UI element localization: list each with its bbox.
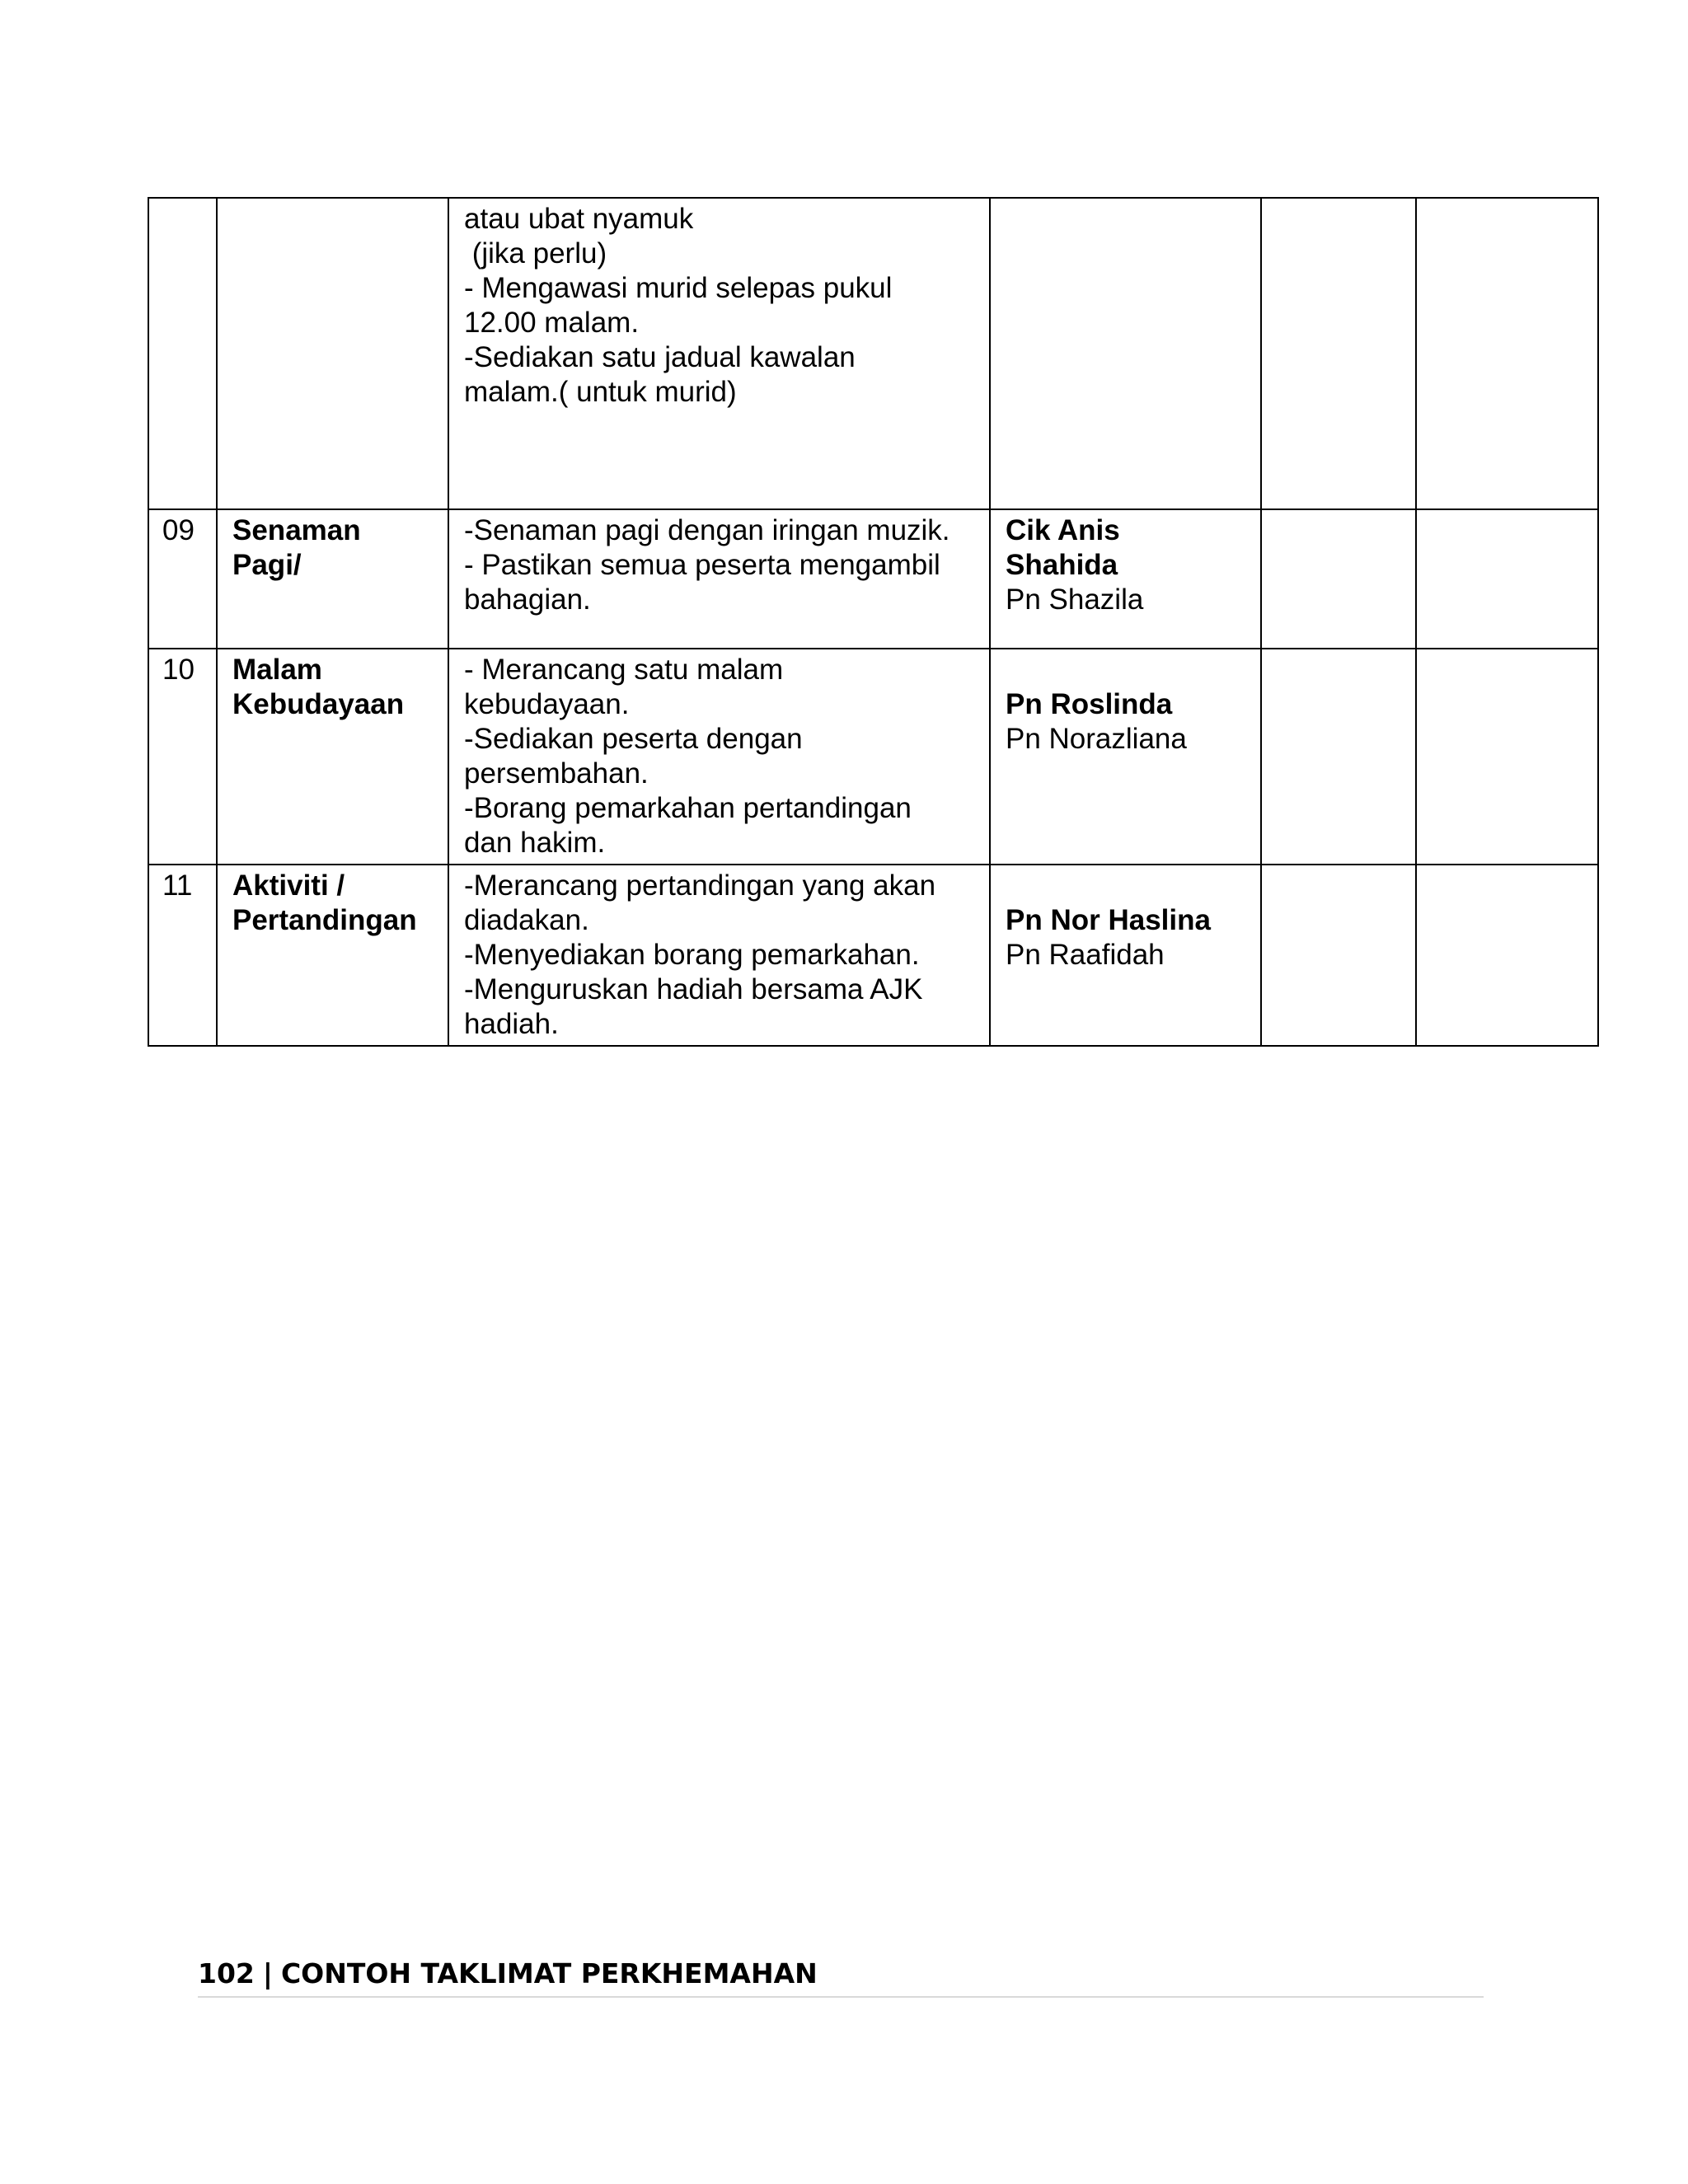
task-line: -Borang pemarkahan pertandingan: [464, 792, 912, 824]
row-number-cell: 10: [148, 649, 217, 865]
activity-cell: [217, 509, 448, 649]
task-line: 12.00 malam.: [464, 307, 640, 339]
activity-title: Pagi/: [232, 549, 302, 581]
task-line: bahagian.: [464, 583, 591, 616]
task-line: -Sediakan peserta dengan: [464, 723, 803, 755]
persons-cell: [990, 865, 1261, 1046]
table-row: [148, 865, 1598, 1046]
table-row: [148, 649, 1598, 865]
persons-cell: [990, 649, 1261, 865]
activity-title: Senaman: [232, 514, 361, 546]
activity-title: Kebudayaan: [232, 688, 405, 720]
activity-title: Pertandingan: [232, 904, 417, 936]
document-title: CONTOH TAKLIMAT PERKHEMAHAN: [280, 1957, 818, 1990]
task-line: diadakan.: [464, 904, 589, 936]
empty-cell: [1416, 649, 1598, 865]
activity-title: Aktiviti /: [232, 869, 345, 902]
person-name: Pn Roslinda: [1006, 688, 1173, 720]
tasks-cell: [448, 649, 990, 865]
task-line: (jika perlu): [464, 237, 607, 269]
row-number-cell: 11: [148, 865, 217, 1046]
person-name: Cik Anis: [1006, 514, 1120, 546]
empty-cell: [1261, 649, 1416, 865]
task-line: -Sediakan satu jadual kawalan: [464, 341, 856, 373]
task-line: -Merancang pertandingan yang akan: [464, 869, 936, 902]
empty-cell: [1261, 865, 1416, 1046]
task-line: kebudayaan.: [464, 688, 630, 720]
person-name: Pn Nor Haslina: [1006, 904, 1211, 936]
persons-cell: [990, 509, 1261, 649]
activity-title: Malam: [232, 654, 322, 686]
empty-cell: [1416, 198, 1598, 509]
empty-cell: [1261, 509, 1416, 649]
footer-separator: |: [262, 1957, 273, 1990]
task-line: -Senaman pagi dengan iringan muzik.: [464, 514, 950, 546]
page-footer: [198, 1955, 1484, 1998]
person-name: Pn Raafidah: [1006, 939, 1165, 971]
tasks-cell: [448, 509, 990, 649]
duty-table: [148, 197, 1599, 1047]
empty-cell: [1416, 509, 1598, 649]
table-row: [148, 198, 1598, 509]
task-line: - Merancang satu malam: [464, 654, 784, 686]
page-number: 102: [198, 1957, 255, 1990]
task-line: - Mengawasi murid selepas pukul: [464, 272, 893, 304]
row-number-cell: 09: [148, 509, 217, 649]
table-row: [148, 509, 1598, 649]
empty-cell: [1261, 198, 1416, 509]
task-line: dan hakim.: [464, 827, 606, 859]
empty-cell: [1416, 865, 1598, 1046]
person-name: Pn Shazila: [1006, 583, 1144, 616]
tasks-cell: [448, 198, 990, 509]
task-line: -Menyediakan borang pemarkahan.: [464, 939, 920, 971]
task-line: malam.( untuk murid): [464, 376, 737, 408]
task-line: - Pastikan semua peserta mengambil: [464, 549, 940, 581]
persons-cell: [990, 198, 1261, 509]
task-line: -Menguruskan hadiah bersama AJK: [464, 973, 923, 1005]
tasks-cell: [448, 865, 990, 1046]
person-name: Pn Norazliana: [1006, 723, 1187, 755]
task-line: atau ubat nyamuk: [464, 203, 694, 235]
row-number-cell: [148, 198, 217, 509]
activity-cell: [217, 198, 448, 509]
activity-cell: [217, 649, 448, 865]
task-line: persembahan.: [464, 757, 649, 790]
activity-cell: [217, 865, 448, 1046]
person-name: Shahida: [1006, 549, 1118, 581]
task-line: hadiah.: [464, 1008, 559, 1040]
